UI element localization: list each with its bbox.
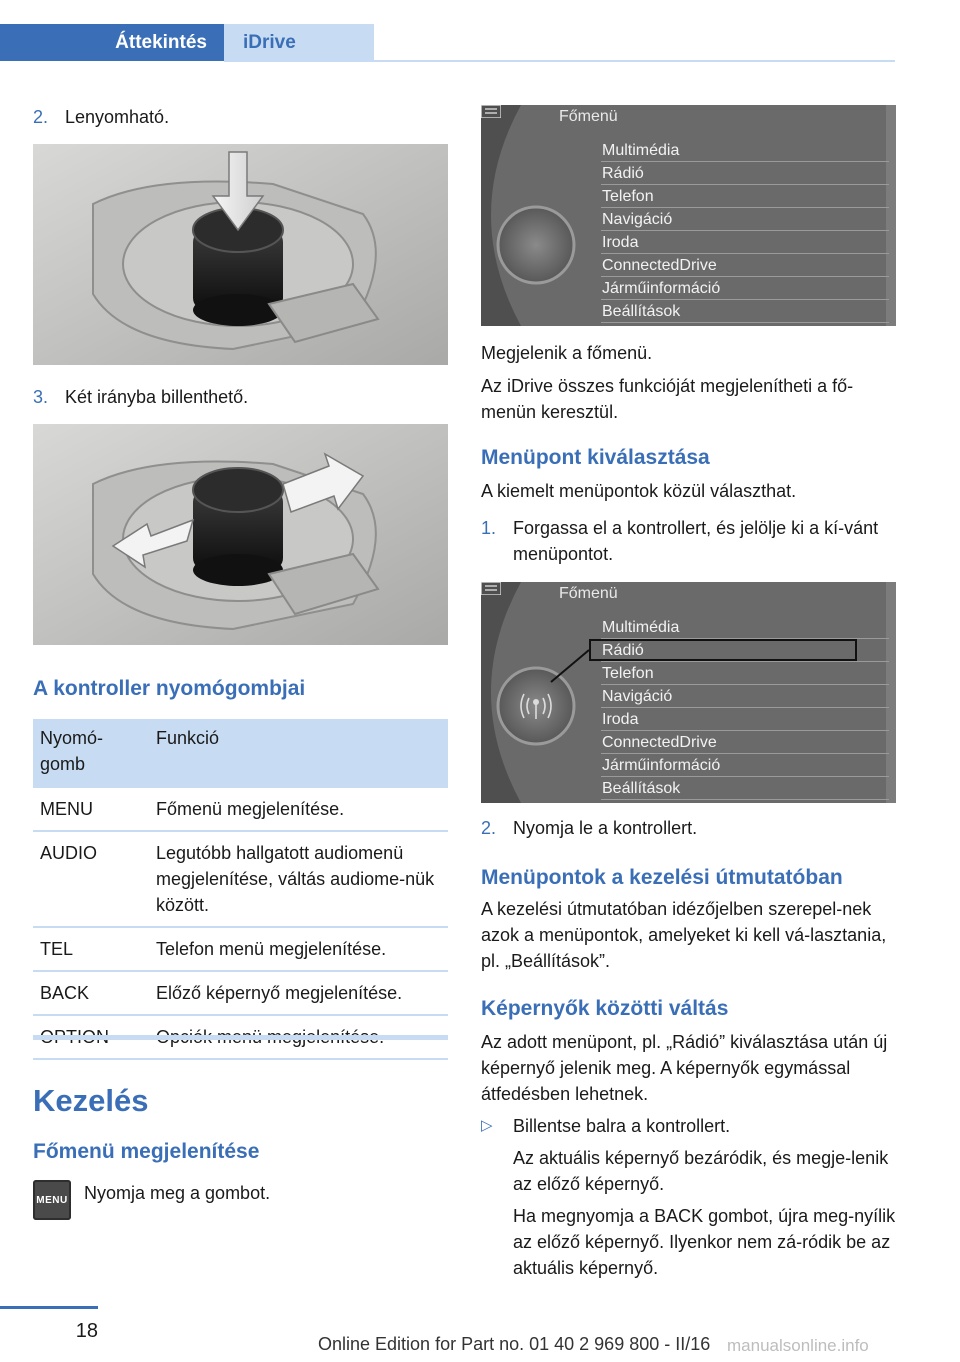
table-cell-function: Előző képernyő megjelenítése. xyxy=(149,971,448,1015)
menu-item-navigation[interactable]: Navigáció xyxy=(601,685,889,708)
screen-title: Főmenü xyxy=(559,108,618,125)
idrive-screen-main-menu xyxy=(481,105,896,326)
selection-highlight xyxy=(589,639,857,661)
menu-item-telephone[interactable]: Telefon xyxy=(601,185,889,208)
header-tabs xyxy=(0,24,374,61)
controller-tilt-photo xyxy=(33,424,448,645)
step-2 xyxy=(33,104,448,130)
menu-item-connecteddrive[interactable]: ConnectedDrive xyxy=(601,254,889,277)
menu-item-radio[interactable]: Rádió xyxy=(601,639,889,662)
section-title: Kezelés xyxy=(33,1083,149,1118)
step-number: 1. xyxy=(481,518,497,538)
table-cell-function: Főmenü megjelenítése. xyxy=(149,788,448,831)
table-header-button: Nyomó- gomb xyxy=(33,719,149,788)
table-header-function: Funkció xyxy=(149,719,448,788)
menu-item-settings[interactable]: Beállítások xyxy=(601,777,889,800)
main-menu-description: Az iDrive összes funkcióját megjelenítheti a fő-menün keresztül. xyxy=(481,376,854,422)
menu-item-vehicle-info[interactable]: Járműinformáció xyxy=(601,277,889,300)
guide-text: A kezelési útmutatóban idézőjelben szerepel-nek azok a menüpontok, amelyeket ki kell vá-lasztania, pl. „Beállítások”. xyxy=(481,899,887,971)
tab-overview[interactable]: Áttekintés xyxy=(0,24,224,61)
select-item-text: A kiemelt menüpontok közül választhat. xyxy=(481,481,797,501)
table-cell-button: TEL xyxy=(33,927,149,971)
menu-item-multimedia[interactable]: Multimédia xyxy=(601,139,889,162)
subsection-title: Főmenü megjelenítése xyxy=(33,1140,260,1163)
menu-item-office[interactable]: Iroda xyxy=(601,708,889,731)
menu-button-text: Nyomja meg a gombot. xyxy=(84,1183,271,1203)
menu-list xyxy=(601,139,889,323)
table-cell-button: AUDIO xyxy=(33,831,149,927)
step-number: 2. xyxy=(481,818,497,838)
screen-title: Főmenü xyxy=(559,585,618,602)
menu-item-office[interactable]: Iroda xyxy=(601,231,889,254)
step-number: 3. xyxy=(33,387,49,407)
step-text: Nyomja le a kontrollert. xyxy=(513,818,698,838)
table-row xyxy=(33,788,448,831)
table-row xyxy=(33,831,448,927)
menu-item-settings[interactable]: Beállítások xyxy=(601,300,889,323)
heading-menu-items-guide: Menüpontok a kezelési útmutatóban xyxy=(481,866,843,889)
footer-rule xyxy=(0,1306,98,1309)
bullet-detail-1: Az aktuális képernyő bezáródik, és megje-lenik az előző képernyő. xyxy=(513,1148,889,1194)
step-number: 2. xyxy=(33,107,49,127)
table-cell-button: MENU xyxy=(33,788,149,831)
heading-select-item: Menüpont kiválasztása xyxy=(481,446,710,469)
table-cell-function: Telefon menü megjelenítése. xyxy=(149,927,448,971)
right-step-2 xyxy=(481,815,896,841)
menu-item-vehicle-info[interactable]: Járműinformáció xyxy=(601,754,889,777)
table-cell-button: BACK xyxy=(33,971,149,1015)
heading-switch-screens: Képernyők közötti váltás xyxy=(481,997,729,1020)
controller-buttons-table xyxy=(33,719,448,1060)
watermark: manualsonline.info xyxy=(727,1336,869,1355)
idrive-screen-radio-selected xyxy=(481,582,896,803)
switch-text: Az adott menüpont, pl. „Rádió” kiválasztása után új képernyő jelenik meg. A képernyők egymással átfedésben lehetnek. xyxy=(481,1032,888,1104)
table-bottom-rule xyxy=(33,1035,448,1040)
table-cell-function: Legutóbb hallgatott audiomenü megjelenítése, váltás audiome-nük között. xyxy=(149,831,448,927)
menu-item-navigation[interactable]: Navigáció xyxy=(601,208,889,231)
step-text: Lenyomható. xyxy=(65,107,170,127)
menu-item-connecteddrive[interactable]: ConnectedDrive xyxy=(601,731,889,754)
list-icon xyxy=(481,582,501,595)
bullet-detail-2: Ha megnyomja a BACK gombot, újra meg-nyílik az előző képernyő. Ilyenkor nem zá-ródik be az aktuális képernyő. xyxy=(513,1206,896,1278)
controller-press-photo xyxy=(33,144,448,365)
header-rule xyxy=(224,60,895,62)
menu-item-radio[interactable]: Rádió xyxy=(601,162,889,185)
page-number: 18 xyxy=(75,1320,98,1342)
main-menu-appears: Megjelenik a főmenü. xyxy=(481,343,653,363)
bullet-tilt-left xyxy=(481,1113,896,1281)
table-row xyxy=(33,971,448,1015)
triangle-bullet-icon: ▷ xyxy=(481,1117,493,1134)
table-row xyxy=(33,927,448,971)
tab-idrive[interactable]: iDrive xyxy=(224,24,374,61)
step-text: Forgassa el a kontrollert, és jelölje ki a kí-vánt menüpontot. xyxy=(513,518,879,564)
bullet-text: Billentse balra a kontrollert. xyxy=(513,1116,731,1136)
table-heading: A kontroller nyomógombjai xyxy=(33,677,306,700)
right-step-1 xyxy=(481,515,896,567)
table-header-row xyxy=(33,719,448,788)
step-3 xyxy=(33,384,448,410)
list-icon xyxy=(481,105,501,118)
step-text: Két irányba billenthető. xyxy=(65,387,249,407)
menu-item-multimedia[interactable]: Multimédia xyxy=(601,616,889,639)
menu-item-telephone[interactable]: Telefon xyxy=(601,662,889,685)
menu-button-icon: MENU xyxy=(33,1180,71,1220)
footer-edition: Online Edition for Part no. 01 40 2 969 800 - II/16 xyxy=(318,1334,711,1354)
